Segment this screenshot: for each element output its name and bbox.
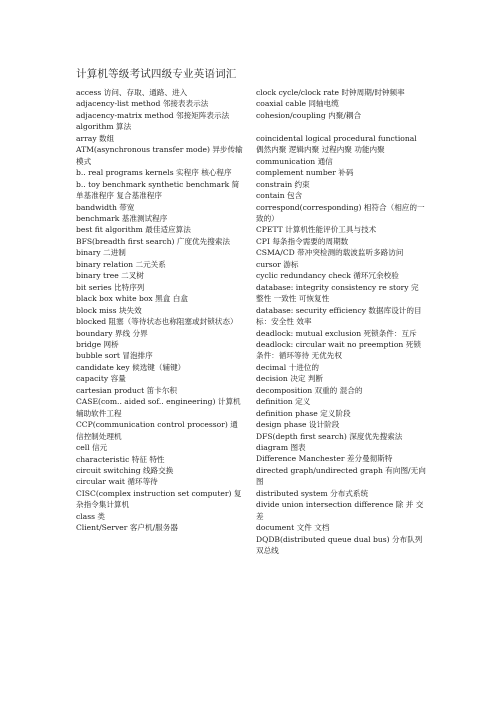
vocabulary-entry: divide union intersection difference 除 并 交 差 xyxy=(256,500,424,521)
vocabulary-entry: b.. real programs kernels 实程序 核心程序 xyxy=(76,168,232,178)
vocabulary-entry: binary 二进制 xyxy=(76,248,126,258)
vocabulary-entry: CPETT 计算机性能评价工具与技术 xyxy=(256,225,377,235)
vocabulary-entry: bandwidth 带宽 xyxy=(76,202,135,212)
vocabulary-entry: deadlock: circular wait no preemption 死锁条件：循环等待 无优先权 xyxy=(256,339,421,361)
vocabulary-entry: correspond(corresponding) 相符合（相应的一致的） xyxy=(256,202,425,223)
vocabulary-entry: BFS(breadth first search) 广度优先搜索法 xyxy=(76,236,231,246)
vocabulary-entry: distributed system 分布式系统 xyxy=(256,488,369,498)
left-vocabulary-column xyxy=(76,87,244,534)
vocabulary-entry: adjacency-matrix method 邻接矩阵表示法 xyxy=(76,110,230,120)
vocabulary-entry: binary relation 二元关系 xyxy=(76,259,166,269)
vocabulary-entry: boundary 界线 分界 xyxy=(76,328,148,338)
vocabulary-entry: best fit algorithm 最佳适应算法 xyxy=(76,225,191,235)
vocabulary-entry: Client/Server 客户机/服务器 xyxy=(76,523,178,533)
vocabulary-entry: decimal 十进位的 xyxy=(256,362,319,372)
vocabulary-entry: coincidental logical procedural functional 偶然内聚 逻辑内聚 过程内聚 功能内聚 xyxy=(256,133,417,155)
vocabulary-entry: CPI 每条指令需要的周期数 xyxy=(256,236,349,246)
vocabulary-entry: definition 定义 xyxy=(256,397,311,407)
vocabulary-entry: CASE(com.. aided sof.. engineering) 计算机辅助软件工程 xyxy=(76,397,241,418)
vocabulary-entry: class 类 xyxy=(76,511,106,521)
vocabulary-entry: b.. toy benchmark synthetic benchmark 简单基准程序 复合基准程序 xyxy=(76,179,240,201)
vocabulary-entry: DQDB(distributed queue dual bus) 分布队列双总线 xyxy=(256,534,423,556)
vocabulary-entry: cursor 游标 xyxy=(256,259,299,269)
vocabulary-entry: Difference Manchester 差分曼彻斯特 xyxy=(256,454,393,464)
vocabulary-entry: diagram 图表 xyxy=(256,443,306,453)
page-title: 计算机等级考试四级专业英语词汇 xyxy=(76,68,237,80)
vocabulary-entry: contain 包含 xyxy=(256,191,303,201)
vocabulary-entry: capacity 容量 xyxy=(76,374,126,384)
vocabulary-entry: bridge 网桥 xyxy=(76,339,119,349)
vocabulary-entry: black box white box 黑盒 白盒 xyxy=(76,294,188,304)
vocabulary-entry: block miss 块失效 xyxy=(76,305,142,315)
vocabulary-entry: benchmark 基准测试程序 xyxy=(76,213,168,223)
vocabulary-entry: complement number 补码 xyxy=(256,168,354,178)
vocabulary-entry: algorithm 算法 xyxy=(76,122,132,132)
vocabulary-entry: access 访问、存取、通路、进入 xyxy=(76,88,188,97)
vocabulary-entry: CCP(communication control processor) 通信控制处理机 xyxy=(76,420,238,441)
vocabulary-entry: cohesion/coupling 内聚/耦合 xyxy=(256,110,362,120)
right-vocabulary-column xyxy=(256,87,426,557)
vocabulary-entry: database: integrity consistency re story 完整性 一致性 可恢复性 xyxy=(256,282,419,304)
vocabulary-entry: CSMA/CD 带冲突检测的载波监听多路访问 xyxy=(256,248,404,258)
vocabulary-entry: bubble sort 冒泡排序 xyxy=(76,351,153,361)
vocabulary-entry: CISC(complex instruction set computer) 复杂指令集计算机 xyxy=(76,488,242,510)
vocabulary-entry: decomposition 双重的 混合的 xyxy=(256,385,363,395)
vocabulary-entry: directed graph/undirected graph 有向图/无向图 xyxy=(256,465,426,487)
blank-line xyxy=(256,121,426,132)
vocabulary-entry: DFS(depth first search) 深度优先搜索法 xyxy=(256,431,403,441)
vocabulary-entry: blocked 阻塞（等待状态也称阻塞或封锁状态） xyxy=(76,317,238,327)
vocabulary-entry: clock cycle/clock rate 时钟周期/时钟频率 xyxy=(256,88,405,97)
vocabulary-entry: document 文件 文档 xyxy=(256,523,330,533)
vocabulary-entry: coaxial cable 同轴电缆 xyxy=(256,99,339,109)
vocabulary-entry: bit series 比特序列 xyxy=(76,282,145,292)
vocabulary-entry: cartesian product 笛卡尔积 xyxy=(76,385,178,395)
vocabulary-entry: design phase 设计阶段 xyxy=(256,420,340,430)
vocabulary-entry: definition phase 定义阶段 xyxy=(256,408,351,418)
vocabulary-entry: deadlock: mutual exclusion 死锁条件：互斥 xyxy=(256,328,417,338)
vocabulary-entry: cyclic redundancy check 循环冗余校验 xyxy=(256,271,399,281)
vocabulary-entry: communication 通信 xyxy=(256,156,333,166)
vocabulary-entry: circuit switching 线路交换 xyxy=(76,465,174,475)
vocabulary-entry: array 数组 xyxy=(76,133,115,143)
vocabulary-entry: ATM(asynchronous transfer mode) 异步传输模式 xyxy=(76,145,243,166)
vocabulary-entry: adjacency-list method 邻接表表示法 xyxy=(76,99,209,109)
vocabulary-entry: binary tree 二叉树 xyxy=(76,271,144,281)
vocabulary-entry: candidate key 候选键（辅键） xyxy=(76,362,186,372)
vocabulary-entry: characteristic 特征 特性 xyxy=(76,454,165,464)
vocabulary-entry: cell 信元 xyxy=(76,443,108,453)
vocabulary-entry: database: security efficiency 数据库设计的目标：安全性 效率 xyxy=(256,305,422,327)
vocabulary-entry: circular wait 循环等待 xyxy=(76,477,158,487)
vocabulary-entry: decision 决定 判断 xyxy=(256,374,324,384)
vocabulary-entry: constrain 约束 xyxy=(256,179,310,189)
